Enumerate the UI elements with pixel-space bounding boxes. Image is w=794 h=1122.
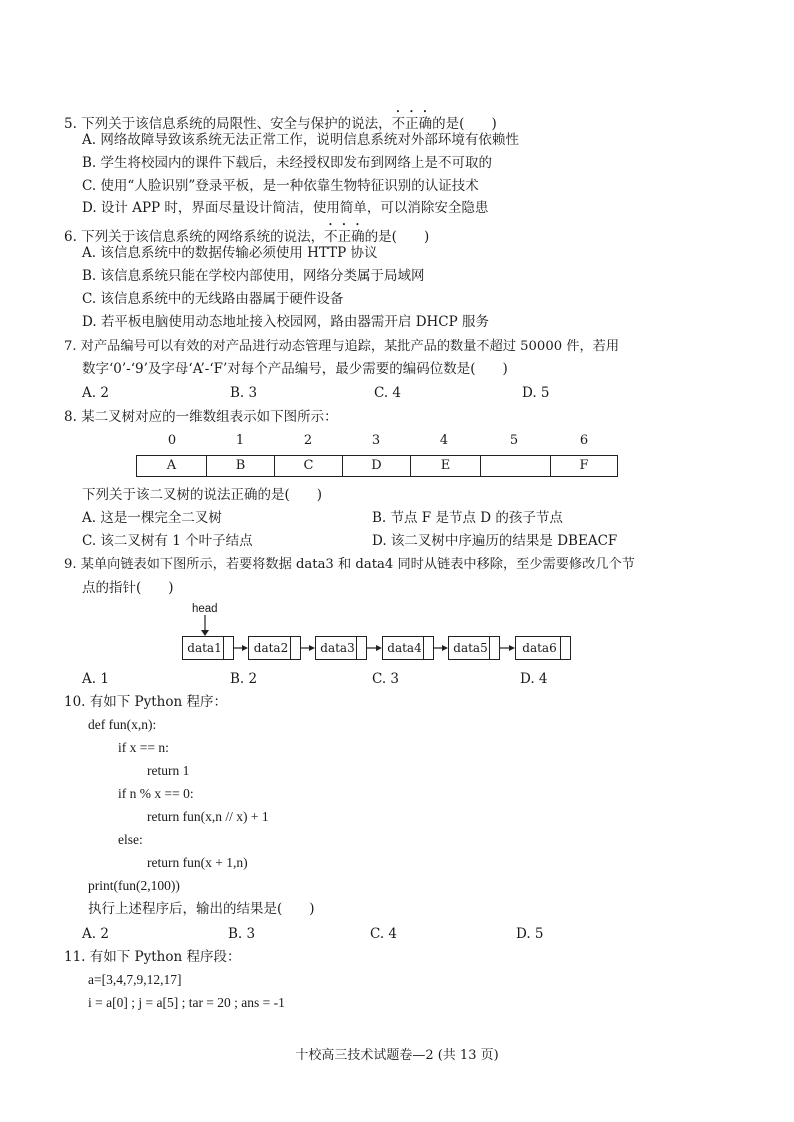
q11-stem: 11. 有如下 Python 程序段： — [64, 949, 241, 965]
list-node-1-pointer — [223, 637, 233, 659]
q10-code-line-5: return fun(x,n // x) + 1 — [147, 809, 269, 824]
q9-stem-line2: 点的指针( ) — [82, 580, 174, 596]
array-index-4: 4 — [439, 433, 449, 448]
q6-option-c: C. 该信息系统中的无线路由器属于硬件设备 — [82, 291, 344, 307]
q5-stem-emphasis: 不正确 — [391, 116, 433, 132]
list-node-6-pointer — [560, 637, 570, 659]
array-cell-5 — [480, 455, 551, 477]
q10-option-b: B. 3 — [228, 926, 256, 942]
array-cell-3: D — [342, 455, 411, 477]
array-index-0: 0 — [167, 433, 177, 448]
q8-stem: 8. 某二叉树对应的一维数组表示如下图所示： — [64, 409, 338, 425]
q9-option-b: B. 2 — [230, 671, 258, 687]
q5-option-d: D. 设计 APP 时，界面尽量设计简洁，使用简单，可以消除安全隐患 — [82, 200, 489, 216]
q8-option-b: B. 节点 F 是节点 D 的孩子节点 — [372, 510, 563, 526]
q5-stem-end: 的是( ) — [432, 116, 497, 132]
q10-code-line-6: else: — [118, 832, 143, 847]
list-node-1-label: data1 — [187, 641, 222, 655]
list-node-3-pointer — [356, 637, 366, 659]
list-node-3-label: data3 — [320, 641, 355, 655]
q10-code-line-8: print(fun(2,100)) — [88, 878, 180, 893]
list-node-4-pointer — [423, 637, 433, 659]
list-node-3 — [315, 636, 367, 660]
q5-stem — [64, 108, 497, 133]
array-cell-6: F — [550, 455, 618, 477]
q7-option-c: C. 4 — [374, 385, 402, 401]
q5-option-b: B. 学生将校园内的课件下载后，未经授权即发布到网络上是不可取的 — [82, 155, 493, 171]
q8-option-d: D. 该二叉树中序遍历的结果是 DBEACF — [372, 533, 618, 549]
q7-option-a: A. 2 — [82, 385, 109, 401]
list-node-2-label: data2 — [253, 641, 289, 655]
q5-option-a: A. 网络故障导致该系统无法正常工作，说明信息系统对外部环境有依赖性 — [82, 132, 519, 148]
q10-question: 执行上述程序后，输出的结果是( ) — [88, 901, 315, 917]
q10-code-line-2: if x == n: — [118, 740, 169, 755]
array-cell-2: C — [274, 455, 343, 477]
q8-question: 下列关于该二叉树的说法正确的是( ) — [82, 487, 323, 503]
array-index-1: 1 — [235, 433, 245, 448]
array-cell-4: E — [410, 455, 481, 477]
array-index-5: 5 — [509, 433, 519, 448]
q7-option-d: D. 5 — [522, 385, 550, 401]
q10-code-line-7: return fun(x + 1,n) — [147, 855, 248, 870]
list-node-6 — [515, 636, 571, 660]
q10-code-line-4: if n % x == 0: — [118, 786, 194, 801]
array-index-2: 2 — [303, 433, 313, 448]
q10-option-a: A. 2 — [82, 926, 109, 942]
q8-option-a: A. 这是一棵完全二叉树 — [82, 510, 222, 526]
array-cell-1: B — [206, 455, 275, 477]
q11-code-line-1: a=[3,4,7,9,12,17] — [88, 972, 182, 987]
head-label: head — [192, 603, 218, 615]
q10-code-line-1: def fun(x,n): — [88, 717, 157, 732]
list-node-5-pointer — [489, 637, 499, 659]
q9-option-a: A. 1 — [82, 671, 109, 687]
list-node-4-label: data4 — [387, 641, 422, 655]
q6-stem-text: 6. 下列关于该信息系统的网络系统的说法， — [64, 229, 325, 245]
list-node-2 — [248, 636, 301, 660]
q9-option-d: D. 4 — [520, 671, 548, 687]
q11-code-line-2: i = a[0] ; j = a[5] ; tar = 20 ; ans = -1 — [88, 995, 285, 1010]
q7-stem-line2: 数字‘0’-‘9’及字母‘A’-‘F’对每个产品编号，最少需要的编码位数是( ) — [82, 361, 508, 377]
q10-code-line-3: return 1 — [147, 763, 190, 778]
page-footer: 十校高三技术试题卷—2 (共 13 页) — [295, 1048, 499, 1063]
q5-option-c: C. 使用“人脸识别”登录平板，是一种依靠生物特征识别的认证技术 — [82, 178, 479, 194]
list-node-6-label: data6 — [522, 641, 557, 655]
q7-stem-line1: 7. 对产品编号可以有效的对产品进行动态管理与追踪，某批产品的数量不超过 50000 件，若用 — [64, 339, 620, 354]
q6-option-d: D. 若平板电脑使用动态地址接入校园网，路由器需开启 DHCP 服务 — [82, 314, 490, 330]
list-node-2-pointer — [290, 637, 300, 659]
q10-stem: 10. 有如下 Python 程序： — [64, 694, 227, 710]
list-node-1 — [182, 636, 234, 660]
array-index-6: 6 — [579, 433, 589, 448]
array-cell-0: A — [136, 455, 207, 477]
list-node-5-label: data5 — [453, 641, 488, 655]
q6-stem — [64, 221, 429, 246]
q7-option-b: B. 3 — [230, 385, 258, 401]
q6-stem-end: 的是( ) — [364, 229, 430, 245]
q9-stem-line1: 9. 某单向链表如下图所示，若要将数据 data3 和 data4 同时从链表中移除，至少需要修改几个节 — [64, 557, 635, 572]
q6-option-b: B. 该信息系统只能在学校内部使用，网络分类属于局域网 — [82, 268, 425, 284]
list-node-4 — [382, 636, 434, 660]
q8-option-c: C. 该二叉树有 1 个叶子结点 — [82, 533, 253, 549]
q9-option-c: C. 3 — [372, 671, 400, 687]
q10-option-d: D. 5 — [516, 926, 544, 942]
q5-stem-text: 5. 下列关于该信息系统的局限性、安全与保护的说法， — [64, 116, 392, 132]
array-index-3: 3 — [371, 433, 381, 448]
q6-option-a: A. 该信息系统中的数据传输必须使用 HTTP 协议 — [82, 245, 378, 261]
list-node-5 — [448, 636, 500, 660]
q10-option-c: C. 4 — [370, 926, 398, 942]
q6-stem-emphasis: 不正确 — [324, 229, 365, 245]
